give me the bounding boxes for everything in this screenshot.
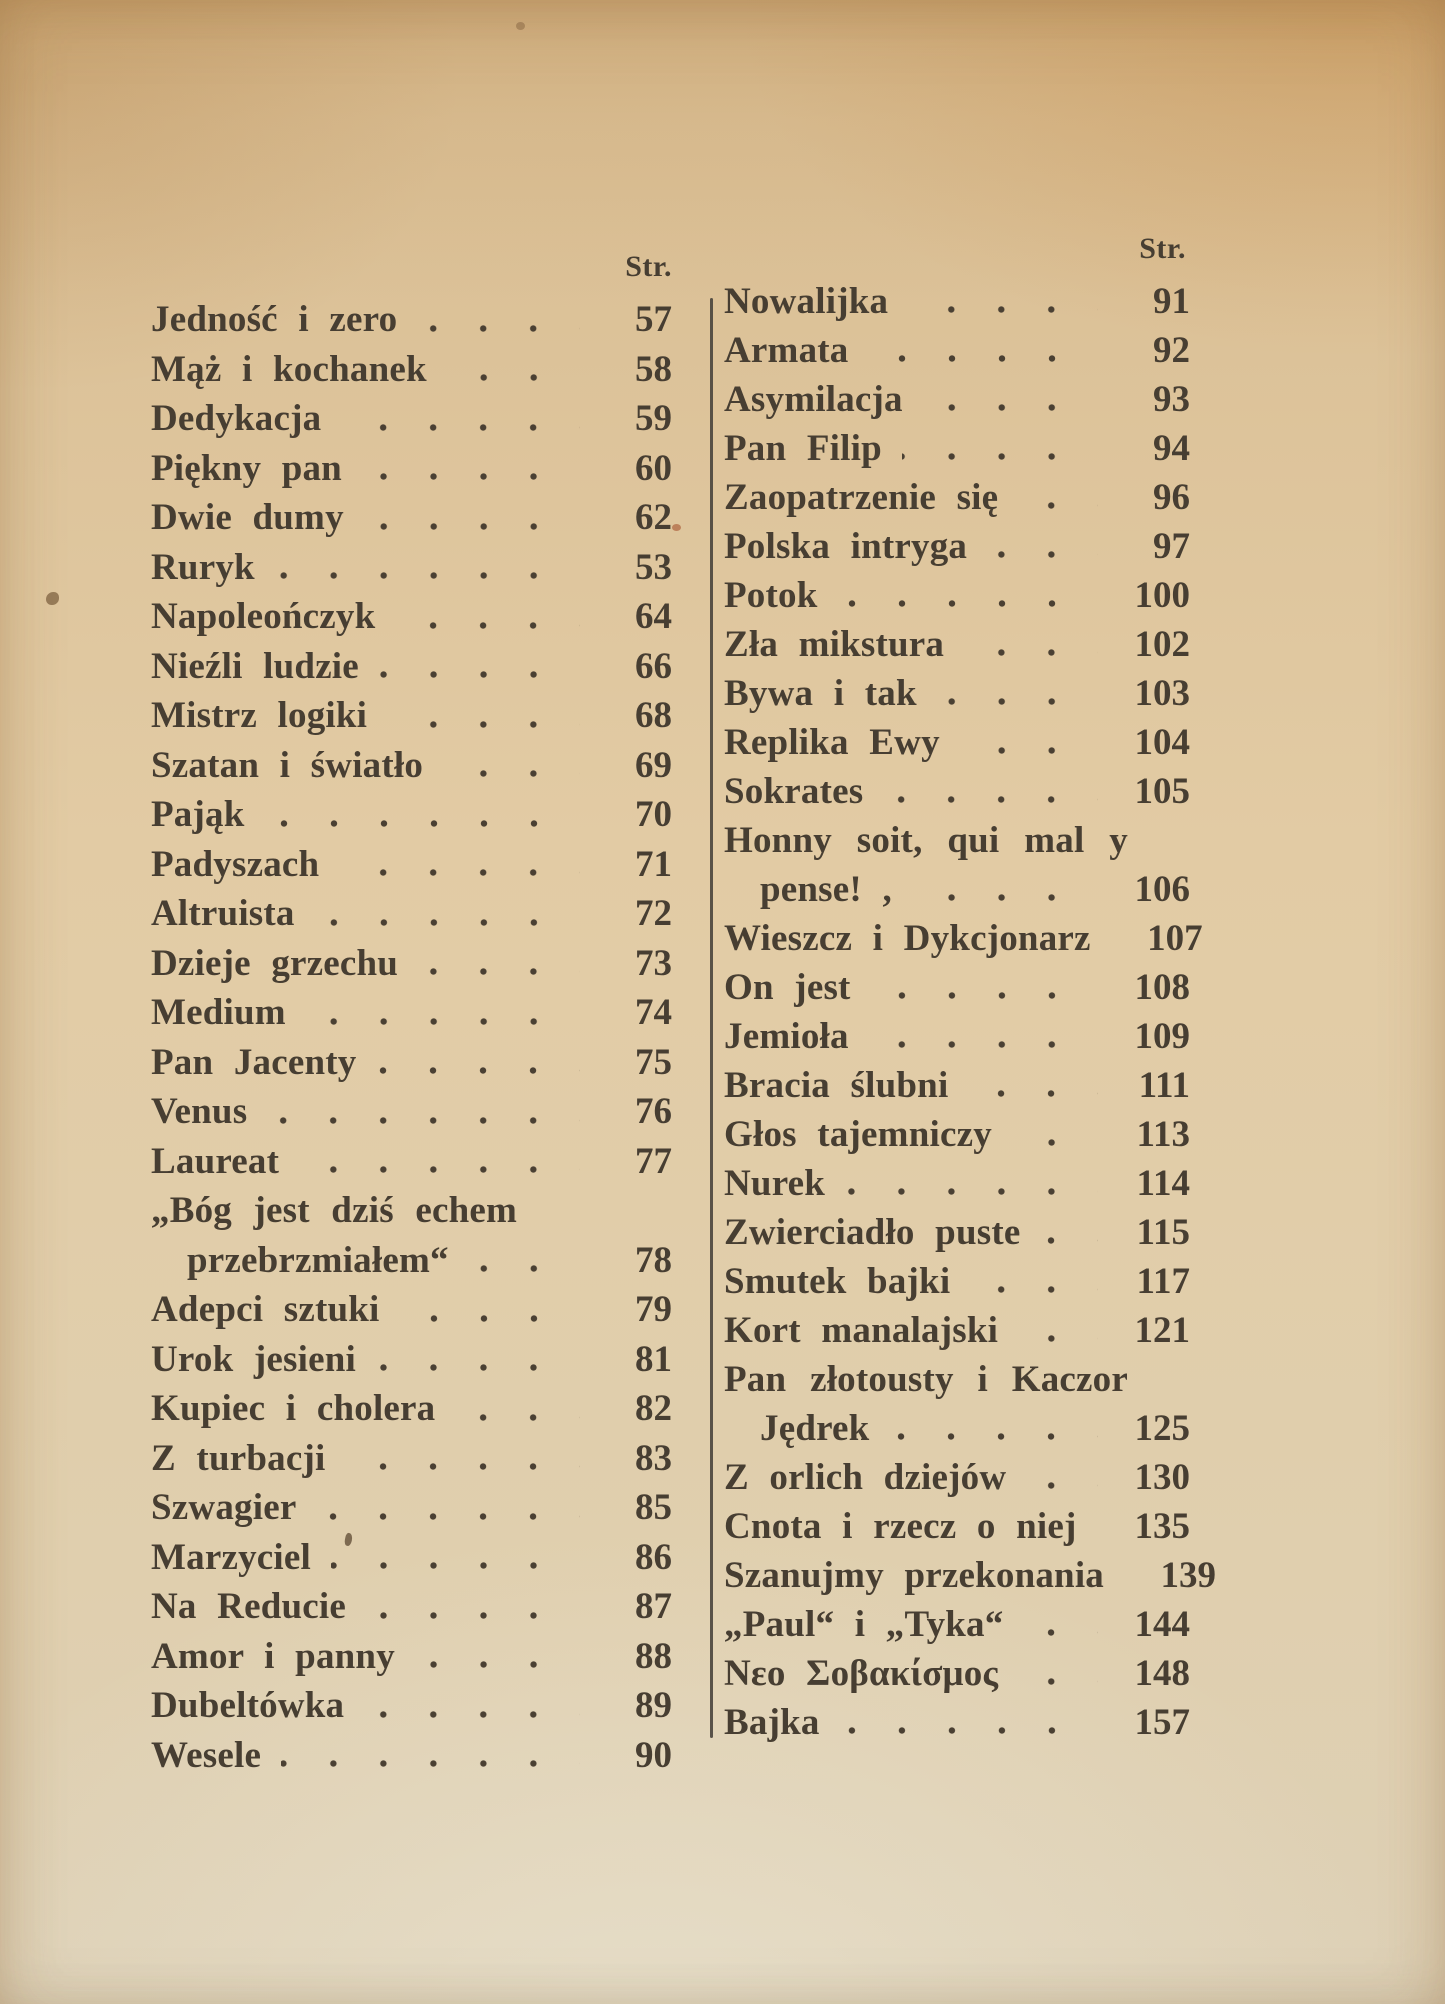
toc-entry-title: Nurek <box>724 1163 826 1204</box>
dot-leader <box>937 698 1098 705</box>
dot-leader <box>331 1562 580 1569</box>
toc-entry <box>724 375 1190 424</box>
toc-entry <box>151 592 672 642</box>
toc-entry-title: Mąż i kochanek <box>151 348 427 390</box>
toc-entry-title: Z orlich dziejów <box>724 1457 1007 1498</box>
toc-entry-title: Szanujmy przekonania <box>724 1555 1105 1596</box>
dot-leader <box>376 1364 580 1371</box>
toc-entry <box>724 620 1190 669</box>
toc-entry <box>724 1110 1190 1159</box>
toc-entry-title: Potok <box>724 575 818 616</box>
toc-entry <box>724 1453 1190 1502</box>
toc-entry <box>151 444 672 494</box>
toc-entry <box>724 1159 1190 1208</box>
toc-entry-title: Venus <box>151 1091 248 1132</box>
toc-entry-page: 115 <box>1136 1212 1190 1253</box>
dot-leader <box>345 1463 580 1470</box>
toc-entry-title: Honny soit, qui mal y <box>724 820 1128 861</box>
dot-leader <box>376 1067 580 1074</box>
paper-speck <box>516 22 525 30</box>
toc-entry-title: Pająk <box>151 794 245 835</box>
toc-entry <box>724 1208 1190 1257</box>
toc-entry-title: Padyszach <box>151 843 320 885</box>
dot-leader <box>306 1018 580 1025</box>
toc-entry-page: 157 <box>1134 1702 1190 1743</box>
toc-entry <box>151 493 672 543</box>
toc-entry-page: 100 <box>1134 575 1190 616</box>
dot-leader <box>315 919 580 926</box>
toc-entry-page: 75 <box>635 1041 672 1083</box>
dot-leader <box>912 894 1098 901</box>
dot-leader <box>469 1265 580 1272</box>
toc-entry <box>151 840 672 890</box>
toc-entry-title: Szatan i światło <box>151 744 424 786</box>
toc-entry-page: 130 <box>1134 1457 1190 1498</box>
toc-entry-title: Ruryk <box>151 546 255 588</box>
toc-entry-title: Bajka <box>724 1702 820 1743</box>
toc-entry <box>151 988 672 1038</box>
dot-leader <box>902 453 1098 460</box>
dot-leader <box>968 1090 1098 1097</box>
toc-entry-title: Pan Jacenty <box>151 1041 357 1083</box>
toc-entry-title: Dedykacja <box>151 398 322 439</box>
toc-entry-page: 103 <box>1134 673 1190 714</box>
toc-entry-title: On jest <box>724 967 851 1008</box>
toc-entry-title-continued: przebrzmiałem“ <box>187 1239 449 1281</box>
dot-leader <box>275 572 580 579</box>
toc-entry-page: 108 <box>1134 967 1190 1008</box>
toc-entry <box>724 1306 1190 1355</box>
toc-entry <box>724 522 1190 571</box>
toc-entry-page: 139 <box>1160 1555 1217 1596</box>
toc-entry <box>724 1257 1190 1306</box>
toc-entry <box>151 1137 672 1187</box>
dot-leader <box>455 1414 580 1421</box>
toc-entry-title: Jedność i zero <box>151 299 398 340</box>
dot-leader <box>889 1433 1098 1440</box>
toc-entry-title: Νεο Σοβακίσμος <box>724 1653 999 1694</box>
toc-entry <box>724 963 1190 1012</box>
dot-leader <box>1018 1678 1098 1685</box>
toc-entry <box>724 1012 1190 1061</box>
toc-entry-line2 <box>724 1404 1190 1453</box>
dot-leader <box>1018 502 1098 509</box>
toc-entry-title: Nieźli ludzie <box>151 645 359 687</box>
dot-leader <box>339 869 580 876</box>
toc-entry-page: 97 <box>1153 526 1190 567</box>
toc-entry-page: 62 <box>635 497 672 538</box>
toc-entry-page: 78 <box>635 1239 672 1281</box>
dot-leader <box>1012 1139 1098 1146</box>
toc-entry-page: 81 <box>635 1338 672 1380</box>
toc-entry-title: Kupiec i cholera <box>151 1388 436 1429</box>
dot-leader <box>1018 1335 1098 1342</box>
toc-entry-title: Na Reducie <box>151 1586 346 1627</box>
toc-entry-title: Cnota i rzecz o niej <box>724 1506 1077 1547</box>
dot-leader <box>341 424 580 431</box>
dot-leader <box>908 306 1098 313</box>
dot-leader <box>387 721 580 728</box>
toc-entry-title: Amor i panny <box>151 1635 395 1677</box>
toc-entry-page: 113 <box>1136 1114 1190 1155</box>
dot-leader <box>883 796 1098 803</box>
toc-entry-title: Laureat <box>151 1140 280 1182</box>
toc-entry-title: Dzieje grzechu <box>151 942 399 984</box>
toc-entry <box>151 1038 672 1088</box>
toc-entry-page: 125 <box>1134 1408 1190 1449</box>
toc-entry <box>151 741 672 791</box>
toc-entry <box>724 914 1203 963</box>
toc-entry-title: Zaopatrzenie się <box>724 477 999 518</box>
toc-column-right <box>724 225 1217 1747</box>
toc-entry <box>724 1061 1190 1110</box>
toc-entry-page: 79 <box>635 1289 672 1330</box>
toc-entry-page: 85 <box>635 1487 672 1528</box>
dot-leader <box>1026 1482 1098 1489</box>
toc-entry <box>151 543 672 593</box>
toc-entry-title: Szwagier <box>151 1487 297 1528</box>
toc-entry <box>151 1384 672 1434</box>
dot-leader <box>447 374 580 381</box>
toc-entry-title: Wieszcz i Dykcjonarz <box>724 918 1091 959</box>
toc-entry-page: 72 <box>635 893 672 934</box>
toc-entry-title-continued: pense! , <box>760 869 892 910</box>
toc-entry-line1 <box>724 1355 1190 1404</box>
toc-entry-title: Napoleończyk <box>151 596 376 637</box>
toc-entry <box>724 1698 1190 1747</box>
dot-leader <box>364 1711 580 1718</box>
toc-entry-title: Piękny pan <box>151 447 342 489</box>
dot-leader <box>418 968 580 975</box>
dot-leader <box>281 1760 580 1767</box>
dot-leader <box>871 992 1098 999</box>
toc-entry-title: Dwie dumy <box>151 497 344 538</box>
toc-entry <box>151 1087 672 1137</box>
dot-leader <box>299 1166 580 1173</box>
toc-entry-page: 68 <box>635 695 672 736</box>
toc-entry-title: Pan złotousty i Kaczor <box>724 1359 1128 1400</box>
toc-entry <box>151 1533 672 1583</box>
toc-entry-title: Asymilacja <box>724 379 903 420</box>
dot-leader <box>964 649 1098 656</box>
dot-leader <box>1097 1531 1098 1538</box>
toc-entry-title: Z turbacji <box>151 1437 326 1479</box>
toc-entry-title: Marzyciel <box>151 1536 311 1578</box>
toc-entry <box>724 767 1190 816</box>
toc-entry-title: Altruista <box>151 893 295 934</box>
toc-entry <box>151 1731 672 1781</box>
toc-entry-title: Urok jesieni <box>151 1338 357 1380</box>
toc-entry <box>151 889 672 939</box>
paper-speck <box>46 592 59 605</box>
toc-entry <box>151 1335 672 1385</box>
dot-leader <box>923 404 1098 411</box>
toc-rows-right <box>724 277 1217 1747</box>
toc-column-left <box>151 243 672 1780</box>
toc-entry-page: 135 <box>1134 1506 1190 1547</box>
toc-entry-page: 58 <box>635 348 672 390</box>
dot-leader <box>960 747 1098 754</box>
toc-entry-page: 93 <box>1153 379 1190 420</box>
toc-entry-page: 117 <box>1136 1261 1190 1302</box>
dot-leader <box>1023 1629 1098 1636</box>
dot-leader <box>845 1188 1098 1195</box>
toc-entry <box>151 394 672 444</box>
toc-entry <box>151 1285 672 1335</box>
toc-entry-page: 66 <box>635 645 672 687</box>
toc-entry-page: 77 <box>635 1140 672 1182</box>
toc-entry-page: 92 <box>1153 330 1190 371</box>
toc-entry-page: 53 <box>635 546 672 588</box>
toc-entry-page: 70 <box>635 794 672 835</box>
toc-entry <box>724 571 1190 620</box>
page-number-header-left: Str. <box>625 250 672 283</box>
toc-entry-page: 106 <box>1134 869 1190 910</box>
toc-entry <box>151 1632 672 1682</box>
toc-entry-title: Replika Ewy <box>724 722 940 763</box>
toc-entry-line2 <box>724 865 1190 914</box>
toc-entry-title: Głos tajemniczy <box>724 1114 992 1155</box>
toc-entry-page: 88 <box>635 1635 672 1677</box>
toc-entry-page: 57 <box>635 299 672 340</box>
toc-entry-page: 76 <box>635 1091 672 1132</box>
toc-entry <box>151 1434 672 1484</box>
toc-entry-page: 87 <box>635 1586 672 1627</box>
toc-entry-title: Dubeltówka <box>151 1685 345 1726</box>
toc-entry-page: 90 <box>635 1734 672 1776</box>
toc-entry-title: Zła mikstura <box>724 624 945 665</box>
dot-leader <box>395 622 580 629</box>
toc-entry-page: 64 <box>635 596 672 637</box>
toc-entry-page: 69 <box>635 744 672 786</box>
toc-entry <box>151 642 672 692</box>
toc-entry-line2 <box>151 1236 672 1286</box>
dot-leader <box>987 551 1098 558</box>
toc-entry-title: „Paul“ i „Tyka“ <box>724 1604 1004 1645</box>
toc-entry-page: 121 <box>1134 1310 1190 1351</box>
toc-entry <box>724 473 1190 522</box>
toc-entry-title: Medium <box>151 992 286 1033</box>
toc-entry <box>151 345 672 395</box>
toc-entry-title: Jemioła <box>724 1016 849 1057</box>
toc-entry-title: Adepci sztuki <box>151 1289 380 1330</box>
toc-entry <box>151 1681 672 1731</box>
dot-leader <box>1040 1237 1098 1244</box>
toc-entry <box>724 1551 1217 1600</box>
toc-entry-title: Mistrz logiki <box>151 695 368 736</box>
toc-entry <box>151 295 672 345</box>
toc-entry-page: 82 <box>635 1388 672 1429</box>
toc-entry-page: 74 <box>635 992 672 1033</box>
toc-entry-line1 <box>151 1186 672 1236</box>
toc-entry-title: Zwierciadło puste <box>724 1212 1021 1253</box>
toc-entry-title: Bywa i tak <box>724 673 917 714</box>
toc-entry <box>724 1600 1190 1649</box>
toc-entry <box>724 326 1190 375</box>
toc-entry-page: 148 <box>1134 1653 1190 1694</box>
toc-entry-page: 102 <box>1134 624 1190 665</box>
dot-leader <box>838 600 1099 607</box>
dot-leader <box>417 325 580 332</box>
toc-entry-title: „Bóg jest dziś echem <box>151 1190 517 1231</box>
toc-entry-page: 89 <box>635 1685 672 1726</box>
toc-entry-line1 <box>724 816 1190 865</box>
toc-entry <box>724 1649 1190 1698</box>
toc-entry <box>724 424 1190 473</box>
dot-leader <box>840 1727 1098 1734</box>
dot-leader <box>869 355 1099 362</box>
dot-leader <box>970 1286 1098 1293</box>
toc-entry-page: 60 <box>635 447 672 489</box>
dot-leader <box>415 1661 580 1668</box>
dot-leader <box>362 473 580 480</box>
toc-entry-title: Sokrates <box>724 771 864 812</box>
toc-entry-page: 107 <box>1147 918 1203 959</box>
dot-leader <box>379 671 580 678</box>
toc-entry-title: Armata <box>724 330 849 371</box>
toc-entry-title: Bracia ślubni <box>724 1065 949 1106</box>
toc-entry-title: Wesele <box>151 1734 262 1776</box>
toc-entry-page: 105 <box>1134 771 1190 812</box>
toc-entry-page: 114 <box>1136 1163 1190 1204</box>
toc-entry-page: 71 <box>635 843 672 885</box>
toc-entry-page: 94 <box>1153 428 1190 469</box>
dot-leader <box>265 820 581 827</box>
toc-entry-title: Polska intryga <box>724 526 968 567</box>
dot-leader <box>316 1513 580 1520</box>
dot-leader <box>869 1041 1098 1048</box>
toc-entry-title-continued: Jędrek <box>760 1408 870 1449</box>
page-number-header-right: Str. <box>1139 232 1186 265</box>
toc-entry-page: 144 <box>1134 1604 1190 1645</box>
toc-entry-page: 73 <box>635 942 672 984</box>
dot-leader <box>366 1612 580 1619</box>
toc-entry <box>151 691 672 741</box>
toc-entry <box>151 939 672 989</box>
toc-entry-page: 109 <box>1134 1016 1190 1057</box>
paper-speck <box>672 524 681 531</box>
toc-entry <box>724 718 1190 767</box>
toc-entry <box>724 669 1190 718</box>
toc-entry-title: Nowalijka <box>724 281 889 322</box>
toc-entry-page: 83 <box>635 1437 672 1479</box>
toc-entry-page: 91 <box>1153 281 1190 322</box>
toc-entry-page: 111 <box>1138 1065 1190 1106</box>
dot-leader <box>443 770 580 777</box>
toc-entry-page: 104 <box>1134 722 1190 763</box>
toc-entry-page: 96 <box>1153 477 1190 518</box>
dot-leader <box>267 1117 580 1124</box>
toc-entry-title: Smutek bajki <box>724 1261 951 1302</box>
toc-entry-page: 59 <box>635 398 672 439</box>
toc-entry <box>151 790 672 840</box>
toc-entry <box>724 1502 1190 1551</box>
toc-entry-title: Kort manalajski <box>724 1310 999 1351</box>
dot-leader <box>364 523 580 530</box>
toc-rows-left <box>151 295 672 1780</box>
dot-leader <box>400 1315 580 1322</box>
toc-entry-page: 86 <box>635 1536 672 1578</box>
column-divider-rule <box>710 298 713 1738</box>
toc-entry <box>151 1483 672 1533</box>
toc-entry <box>151 1582 672 1632</box>
toc-entry-title: Pan Filip <box>724 428 882 469</box>
toc-entry <box>724 277 1190 326</box>
